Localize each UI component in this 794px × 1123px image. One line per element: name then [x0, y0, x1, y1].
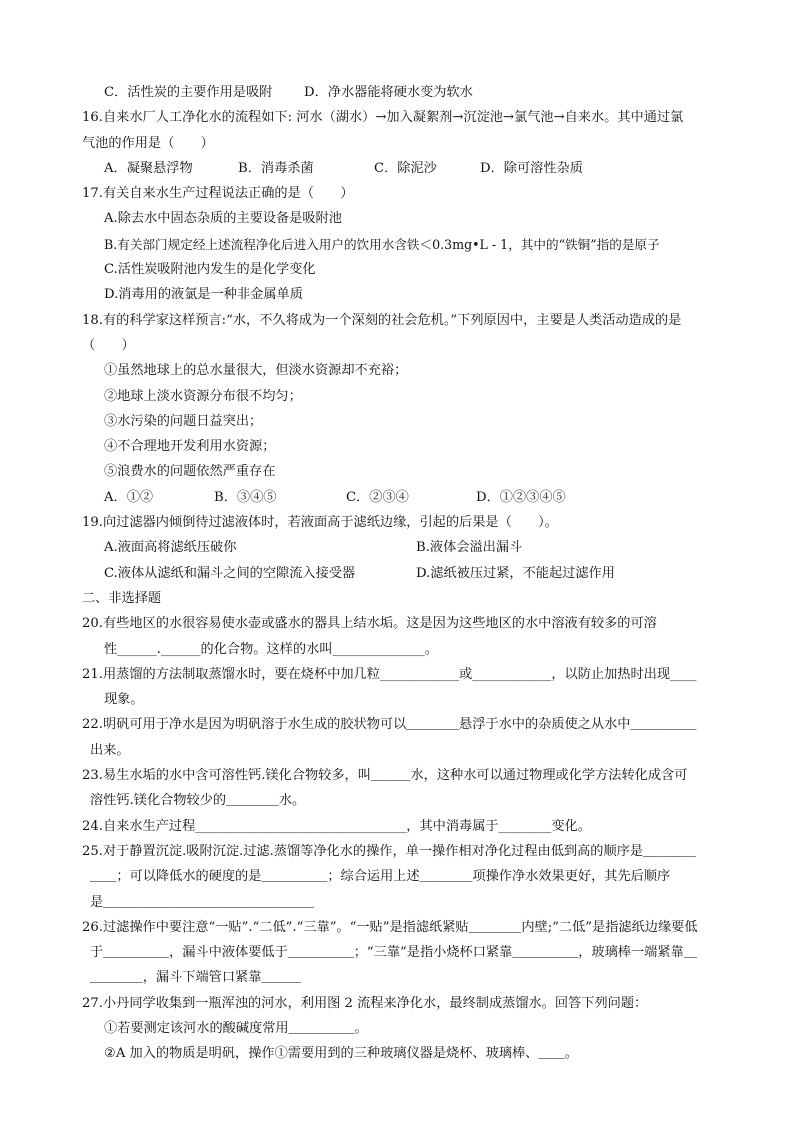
- q18-item-5: ⑤浪费水的问题依然严重存在: [104, 464, 276, 480]
- q17-option-a: A.除去水中固态杂质的主要设备是吸附池: [104, 211, 342, 227]
- q18-stem-line1: 18.有的科学家这样预言:“水，不久将成为一个深刻的社会危机。”下列原因中，主要是人类活动造成的是: [82, 312, 682, 328]
- q23-line2: 溶性钙.镁化合物较少的＿＿＿＿水。: [90, 793, 306, 809]
- q20-line1: 20.有些地区的水很容易使水壶或盛水的器具上结水垢。这是因为这些地区的水中溶液有较多的可溶: [82, 616, 657, 632]
- section-heading: 二、非选择题: [82, 590, 162, 606]
- q18-options: [82, 485, 722, 510]
- q19-options-row1: [82, 535, 722, 560]
- q16-option-c: C．除泥沙: [374, 160, 437, 176]
- q25-line2: ＿＿；可以降低水的硬度的是＿＿＿＿＿；综合运用上述＿＿＿＿项操作净水效果更好，其先后顺序: [90, 869, 671, 885]
- q26-line3: ＿＿＿＿，漏斗下端管口紧靠＿＿＿: [90, 970, 301, 986]
- q22-line2: 出来。: [90, 742, 130, 758]
- q21-line1: 21.用蒸馏的方法制取蒸馏水时，要在烧杯中加几粒____________或____________，以防止加热时出现____: [82, 666, 697, 682]
- q18-option-c: C．②③④: [346, 489, 409, 505]
- q21-line2: 现象。: [104, 692, 144, 708]
- q23-line1: 23.易生水垢的水中含可溶性钙.镁化合物较多，叫＿＿＿水，这种水可以通过物理或化学方法转化成含可: [82, 768, 688, 784]
- q27-line3: ②A 加入的物质是明矾，操作①需要用到的三种玻璃仪器是烧杯、玻璃棒、＿＿。: [104, 1046, 578, 1062]
- q19-option-a: A.液面高将滤纸压破你: [104, 540, 237, 556]
- q27-line1: 27.小丹同学收集到一瓶浑浊的河水，利用图 2 流程来净化水，最终制成蒸馏水。回答下列问题：: [82, 995, 648, 1011]
- q16-option-b: B．消毒杀菌: [238, 160, 314, 176]
- q18-stem-line2: （ ）: [82, 337, 135, 353]
- q18-option-b: B．③④⑤: [214, 489, 277, 505]
- q18-item-2: ②地球上淡水资源分布很不均匀；: [104, 388, 302, 404]
- q15-options-tail: [82, 80, 722, 105]
- q24-line1: 24.自来水生产过程________________________________，其中消毒属于________变化。: [82, 818, 591, 834]
- q18-option-d: D．①②③④⑤: [476, 489, 566, 505]
- q25-line1: 25.对于静置沉淀.吸附沉淀.过滤.蒸馏等净化水的操作，单一操作相对净化过程由低到高的顺序是＿＿＿＿: [82, 843, 696, 859]
- worksheet-page: [82, 80, 722, 1067]
- q19-option-d: D.滤纸被压过紧，不能起过滤作用: [416, 565, 615, 581]
- q19-option-b: B.液体会溢出漏斗: [416, 540, 523, 556]
- q26-line1: 26.过滤操作中要注意“一贴”.“二低”.“三靠”。“一贴”是指滤纸紧贴＿＿＿＿内壁;“二低”是指滤纸边缘要低: [82, 919, 698, 935]
- q18-item-3: ③水污染的问题日益突出；: [104, 413, 263, 429]
- q15-option-c: C．活性炭的主要作用是吸附: [104, 85, 273, 100]
- q17-stem: 17.有关自来水生产过程说法正确的是（ ）: [82, 186, 354, 202]
- q25-line3: 是＿＿＿＿＿＿＿＿＿＿＿＿＿＿＿＿: [90, 894, 315, 910]
- q19-options-row2: [82, 561, 722, 586]
- q17-option-b: B.有关部门规定经上述流程净化后进入用户的饮用水含铁＜0.3mg•L - 1，其中的“铁铜”指的是原子: [104, 236, 660, 252]
- q19-option-c: C.液体从滤纸和漏斗之间的空隙流入接受器: [104, 565, 356, 581]
- q26-line2: 于＿＿＿＿＿，漏斗中液体要低于＿＿＿＿＿；“三靠”是指小烧杯口紧靠＿＿＿＿＿，玻璃棒一端紧靠＿: [90, 945, 697, 961]
- q19-stem: 19.向过滤器内倾倒待过滤液体时，若液面高于滤纸边缘，引起的后果是（ ）。: [82, 515, 558, 531]
- q16-option-d: D．除可溶性杂质: [480, 160, 583, 176]
- q18-option-a: A．①②: [104, 489, 154, 505]
- q16-stem-line1: 16.自来水厂人工净化水的流程如下: 河水（湖水）→加入凝絮剂→沉淀池→氯气池→自来水。其中通过氯: [82, 110, 684, 126]
- q16-stem-line2: 气池的作用是（ ）: [82, 135, 214, 151]
- q22-line1: 22.明矾可用于净水是因为明矾溶于水生成的胶状物可以＿＿＿＿悬浮于水中的杂质使之从水中＿＿＿＿＿: [82, 717, 697, 733]
- q20-line2: 性______.______的化合物。这样的水叫______________。: [104, 641, 438, 657]
- q17-option-c: C.活性炭吸附池内发生的是化学变化: [104, 262, 316, 278]
- q15-option-d: D．净水器能将硬水变为软水: [304, 85, 473, 100]
- q17-option-d: D.消毒用的液氯是一种非金属单质: [104, 287, 303, 303]
- q16-option-a: A．凝聚悬浮物: [104, 160, 193, 176]
- q27-line2: ①若要测定该河水的酸碱度常用＿＿＿＿＿。: [104, 1020, 368, 1036]
- q18-item-4: ④不合理地开发利用水资源；: [104, 439, 276, 455]
- q16-options: [82, 156, 722, 181]
- q18-item-1: ①虽然地球上的总水量很大，但淡水资源却不充裕；: [104, 363, 408, 379]
